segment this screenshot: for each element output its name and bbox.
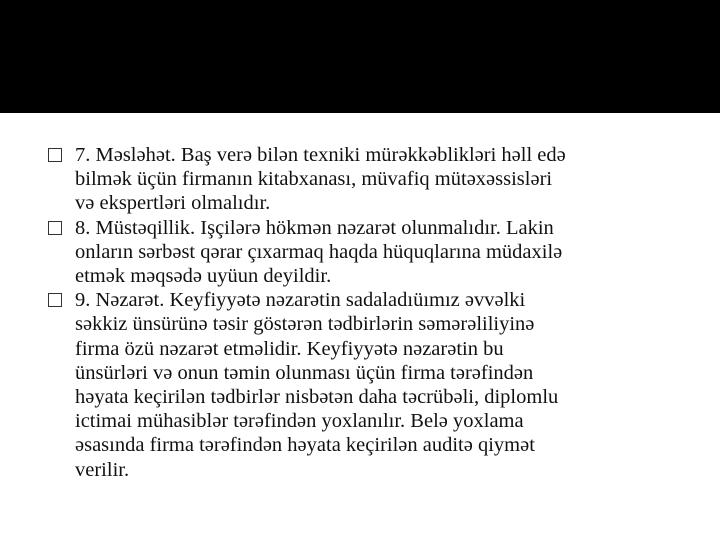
- bullet-line: 9. Nəzarət. Keyfiyyətə nəzarətin sadaladıüımız əvvəlki: [75, 289, 526, 312]
- bullet-line: səkkiz ünsürünə təsir göstərən tədbirlərin səmərəliliyinə: [75, 313, 535, 336]
- bullet-item-9: [48, 288, 698, 482]
- bullet-line: etmək məqsədə uyüun deyildir.: [75, 265, 332, 288]
- bullet-line: firma özü nəzarət etməlidir. Keyfiyyətə nəzarətin bu: [75, 337, 504, 360]
- bullet-line: əsasında firma tərəfindən həyata keçirilən auditə qiymət: [75, 434, 535, 457]
- bullet-item-7: [48, 143, 698, 216]
- slide-body: [48, 143, 698, 482]
- bullet-line: 7. Məsləhət. Baş verə bilən texniki mürəkkəblikləri həll edə: [75, 144, 566, 166]
- square-bullet-icon: [48, 221, 62, 235]
- bullet-line: və ekspertləri olmalıdır.: [75, 192, 271, 215]
- bullet-line: ünsürləri və onun təmin olunması üçün firma tərəfindən: [75, 361, 534, 384]
- bullet-line: verilir.: [75, 458, 130, 481]
- bullet-line: onların sərbəst qərar çıxarmaq haqda hüquqlarına müdaxilə: [75, 240, 563, 263]
- bullet-line: həyata keçirilən tədbirlər nisbətən daha təcrübəli, diplomlu: [75, 386, 559, 409]
- square-bullet-icon: [48, 148, 62, 162]
- bullet-line: 8. Müstəqillik. Işçilərə hökmən nəzarət olunmalıdır. Lakin: [75, 216, 554, 239]
- bullet-line: ictimai mühasiblər tərəfindən yoxlanılır. Belə yoxlama: [75, 410, 524, 433]
- bullet-line: bilmək üçün firmanın kitabxanası, müvafiq mütəxəssisləri: [75, 168, 553, 191]
- square-bullet-icon: [48, 293, 62, 307]
- bullet-item-8: [48, 216, 698, 289]
- header-band: [0, 0, 720, 113]
